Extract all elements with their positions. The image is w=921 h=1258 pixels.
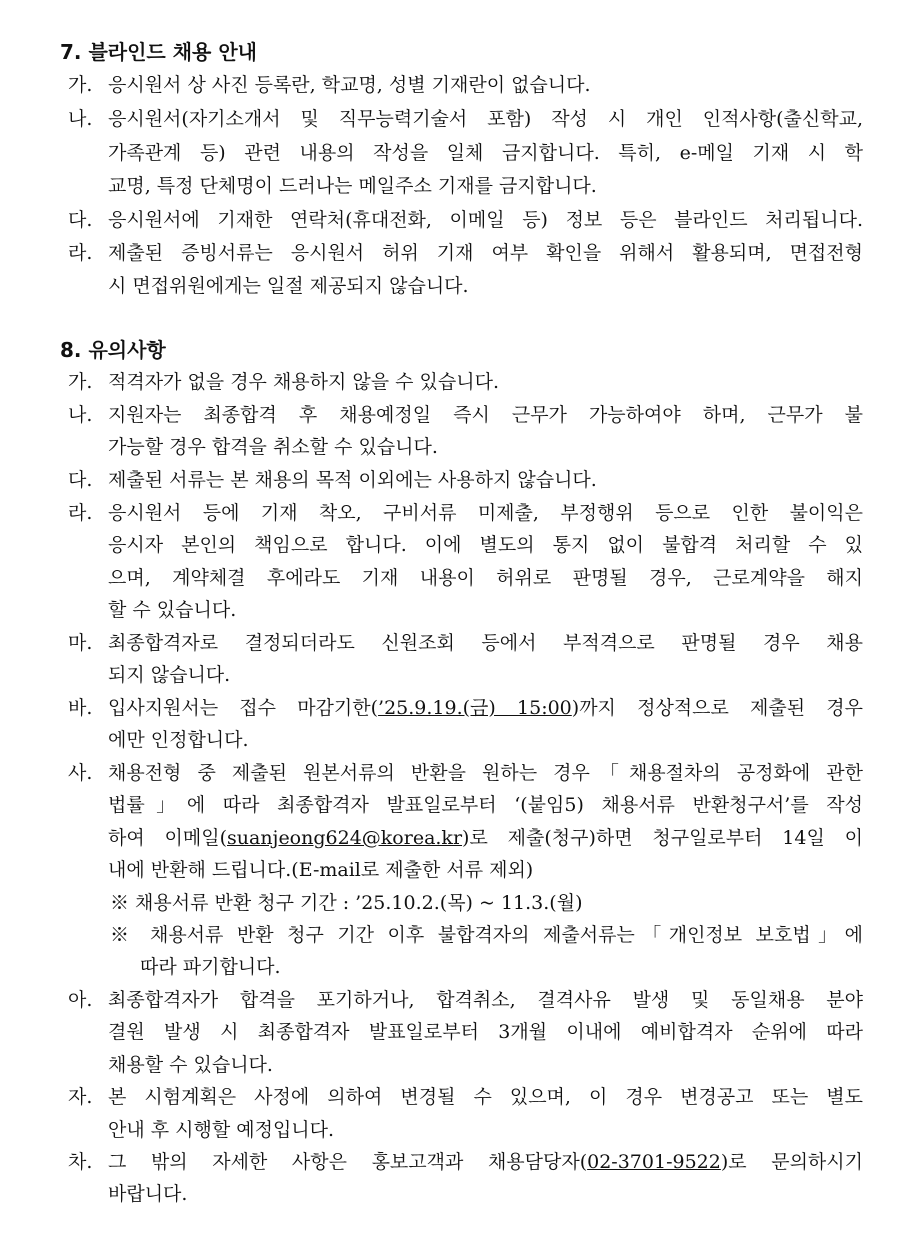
- list-item-continuation: 가능할 경우 합격을 취소할 수 있습니다.: [108, 436, 438, 458]
- list-item-continuation: 내에 반환해 드립니다.(E-mail로 제출한 서류 제외): [108, 859, 534, 881]
- phone-number: 02-3701-9522: [587, 1151, 721, 1173]
- list-item-continuation: 안내 후 시행할 예정입니다.: [108, 1119, 335, 1141]
- list-item-continuation: 되지 않습니다.: [108, 664, 231, 686]
- list-item: 마. 최종합격자로 결정되더라도 신원조회 등에서 부적격으로 판명될 경우 채용: [68, 632, 863, 654]
- list-item-continuation: 교명, 특정 단체명이 드러나는 메일주소 기재를 금지합니다.: [108, 175, 597, 197]
- section-8-title: 8. 유의사항: [60, 338, 166, 362]
- note-continuation: 따라 파기합니다.: [140, 956, 281, 978]
- deadline-text: ’25.9.19.(금) 15:00: [378, 697, 572, 719]
- list-item-continuation: 결원 발생 시 최종합격자 발표일로부터 3개월 이내에 예비합격자 순위에 따라: [108, 1021, 863, 1043]
- list-item-continuation: 가족관계 등) 관련 내용의 작성을 일체 금지합니다. 특히, e-메일 기재 시 학: [108, 142, 863, 164]
- list-item-continuation: 시 면접위원에게는 일절 제공되지 않습니다.: [108, 275, 469, 297]
- list-item-continuation: 채용할 수 있습니다.: [108, 1054, 273, 1076]
- list-item-continuation: 에만 인정합니다.: [108, 729, 249, 751]
- list-item: 나. 지원자는 최종합격 후 채용예정일 즉시 근무가 가능하여야 하며, 근무가 불: [68, 404, 863, 426]
- list-item-continuation: 법률」에 따라 최종합격자 발표일로부터 ‘(붙임5) 채용서류 반환청구서’를 작성: [108, 794, 863, 816]
- list-item: 아. 최종합격자가 합격을 포기하거나, 합격취소, 결격사유 발생 및 동일채용 분야: [68, 989, 863, 1011]
- section-7-title: 7. 블라인드 채용 안내: [60, 40, 257, 64]
- list-item: 다. 제출된 서류는 본 채용의 목적 이외에는 사용하지 않습니다.: [68, 469, 597, 491]
- list-item: 사. 채용전형 중 제출된 원본서류의 반환을 원하는 경우「채용절차의 공정화에 관한: [68, 762, 863, 784]
- list-item-continuation: 할 수 있습니다.: [108, 599, 237, 621]
- list-item-continuation: 바랍니다.: [108, 1183, 188, 1205]
- list-item: 라. 제출된 증빙서류는 응시원서 허위 기재 여부 확인을 위해서 활용되며, 면접전형: [68, 242, 863, 264]
- list-item: 다. 응시원서에 기재한 연락처(휴대전화, 이메일 등) 정보 등은 블라인드 처리됩니다.: [68, 209, 863, 231]
- list-item: 바. 입사지원서는 접수 마감기한(’25.9.19.(금) 15:00)까지 정상적으로 제출된 경우: [68, 697, 864, 719]
- list-item: 차. 그 밖의 자세한 사항은 홍보고객과 채용담당자(02-3701-9522)로 문의하시기: [68, 1151, 863, 1173]
- list-item-continuation: 하여 이메일(suanjeong624@korea.kr)로 제출(청구)하면 청구일로부터 14일 이: [108, 827, 863, 849]
- email-link[interactable]: suanjeong624@korea.kr: [227, 827, 463, 849]
- list-item: 라. 응시원서 등에 기재 착오, 구비서류 미제출, 부정행위 등으로 인한 불이익은: [68, 502, 863, 524]
- list-item-continuation: 으며, 계약체결 후에라도 기재 내용이 허위로 판명될 경우, 근로계약을 해지: [108, 567, 863, 589]
- list-item: 자. 본 시험계획은 사정에 의하여 변경될 수 있으며, 이 경우 변경공고 또는 별도: [68, 1086, 863, 1108]
- list-item-continuation: 응시자 본인의 책임으로 합니다. 이에 별도의 통지 없이 불합격 처리할 수 있: [108, 534, 863, 556]
- note-disposal: ※ 채용서류 반환 청구 기간 이후 불합격자의 제출서류는「개인정보 보호법」에: [110, 924, 863, 946]
- list-item: 나. 응시원서(자기소개서 및 직무능력기술서 포함) 작성 시 개인 인적사항(출신학교,: [68, 108, 863, 130]
- list-item: 가. 적격자가 없을 경우 채용하지 않을 수 있습니다.: [68, 371, 500, 393]
- list-item: 가. 응시원서 상 사진 등록란, 학교명, 성별 기재란이 없습니다.: [68, 74, 591, 96]
- note-return-period: ※ 채용서류 반환 청구 기간 : ’25.10.2.(목) ~ 11.3.(월): [110, 892, 583, 914]
